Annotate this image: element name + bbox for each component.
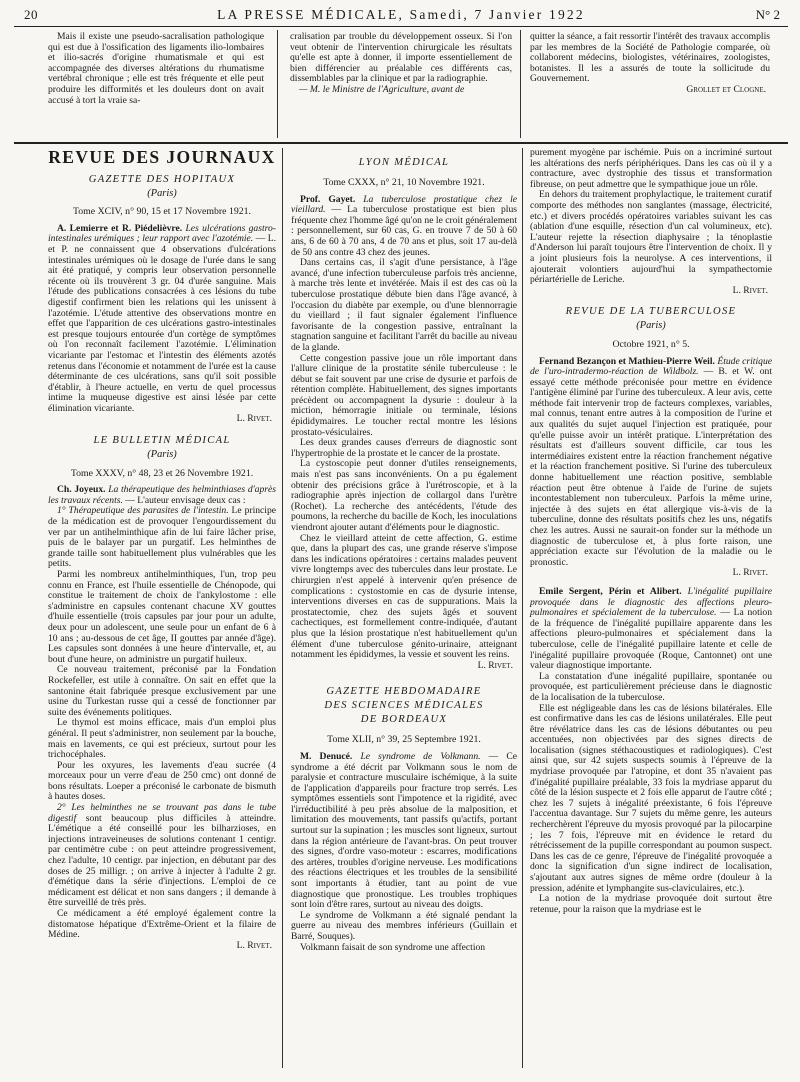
column-a: [48, 147, 277, 951]
journal-name-revue-tuberculose: REVUE DE LA TUBERCULOSE: [565, 306, 737, 318]
column-divider-2: [522, 148, 523, 1068]
signature: L. Rivet.: [732, 567, 768, 579]
journal-name-gazette-hebdomadaire: GAZETTE HEBDOMADAIRE: [326, 686, 482, 698]
journal-tome: Tome XCIV, n° 90, 15 et 17 Novembre 1921.: [72, 206, 251, 218]
header-rule: [14, 26, 788, 27]
article-author: Prof. Gayet.: [300, 193, 356, 205]
article-author: Emile Sergent, Périn et Alibert.: [539, 585, 682, 597]
article-text: — B. et W. ont essayé cette méthode préconisée pour mettre en évidence l'antigène éliminé par l'urine des tuberculeux. A leur avis, cette méthode fait intervenir trop de facteurs complexes, variables, mal connus, tenant entre autres à la composition de l'urine et aux qualités du sujet auquel l'injection est pratiquée, pour qu'elle puisse avoir un intérêt pratique. L'interprétation des résultats est d'ailleurs souvent difficile, car tous les intermédiaires existent entre la réaction franchement négative et la réaction franchement positive. Si l'urine des tuberculeux donne habituellement une réaction positive, semblable réaction peut être obtenue à l'aide de l'urine de sujets incontestablement non tuberculeux. Parfois la même urine, injectée à des sujets en état allergique vis-à-vis de la tuberculine, donne des résultats positifs chez les uns, négatifs chez les autres. Aussi ne saurait-on fonder sur la méthode un diagnostic de tuberculose et, à plus forte raison, une appréciation exacte sur l'évolution de la maladie ou le pronostic.: [530, 366, 772, 568]
journal-city: (Paris): [636, 320, 666, 332]
top-column-2: [290, 32, 512, 96]
paragraph: Ce nouveau traitement, préconisé par la Fondation Rockefeller, est utile à connaître. On sait en effet que la santonine était fabriquée presque exclusivement par une usine du Turkestan russe qui a cessé de fonctionner par suite des événements politiques.: [48, 664, 276, 718]
journal-tome: Octobre 1921, n° 5.: [612, 338, 690, 350]
article-author: M. Denucé.: [300, 750, 353, 762]
article-title: L'inégalité pupillaire provoquée dans le diagnostic des affections pleuro-pulmonaires et spécialement de la tuberculose.: [530, 585, 772, 619]
article-title: La thérapeutique des helminthiases d'après les travaux récents.: [48, 484, 276, 506]
article-sergent: [530, 587, 772, 672]
paragraph: La constatation d'une inégalité pupillaire, spontanée ou provoquée, est particulièrement précieuse dans le diagnostic de la localisation de la tuberculose.: [530, 670, 772, 703]
paragraph: Le thymol est moins efficace, mais d'un emploi plus général. Il peut s'administrer, non seulement par la bouche, mais en lavements, ce qui est précieux, surtout pour les trichocéphales.: [48, 717, 276, 761]
journal-city: (Paris): [147, 187, 177, 199]
paragraph: Dans certains cas, il s'agit d'une persistance, à l'âge avancé, d'une infection tuberculeuse parfois très ancienne, à marche très lente et invétérée. Mais il est des cas où la tuberculose prostatique débute bien dans l'âge avancé, à l'occasion du diabète par exemple, ou d'une blennorragie du vieillard ; il faut signaler également l'influence favorisante de la congestion passive, entraînant la stagnation sanguine et facilitant l'arrêt du bacille au niveau de la glande.: [291, 257, 517, 353]
article-author: A. Lemierre et R. Piédelièvre.: [57, 222, 183, 234]
paragraph: purement myogène par ischémie. Puis on a incriminé surtout les altérations des nerfs périphériques. Dans les cas où il y a contracture, avec dystrophie des tissus et transformation fibreuse, on peut admettre que le sympathique joue un rôle.: [530, 147, 772, 190]
column-c: [530, 148, 772, 915]
paragraph: Les deux grandes causes d'erreurs de diagnostic sont l'hypertrophie de la prostate et le cancer de la prostate.: [291, 437, 517, 459]
article-title: Étude critique de l'uro-intradermo-réaction de Wildbolz.: [530, 355, 772, 378]
issue-number: N° 2: [755, 7, 780, 22]
journal-name-line-2: DES SCIENCES MÉDICALES: [324, 700, 484, 712]
journal-city: (Paris): [147, 449, 177, 461]
section-rule: [14, 142, 788, 144]
paragraph: [48, 506, 276, 570]
top-column-1: [48, 32, 264, 106]
article-intro: — L'auteur envisage deux cas :: [125, 494, 246, 506]
top-col2-last: — M. le Ministre de l'Agriculture, avant de: [299, 83, 465, 95]
paragraph: Le syndrome de Volkmann a été signalé pendant la guerre au niveau des membres inférieurs (Guillain et Barré, Souques).: [291, 909, 517, 942]
journal-name-lyon-medical: LYON MÉDICAL: [358, 157, 450, 168]
paragraph-label: 2° Les helminthes ne se trouvant pas dans le tube digestif: [48, 802, 276, 824]
journal-title: LA PRESSE MÉDICALE, Samedi, 7 Janvier 1922: [217, 7, 585, 22]
article-denuce: [291, 752, 517, 911]
top-col3-text: quitter la séance, a fait ressortir l'intérêt des travaux accomplis par les membres de la Société de Pathologie comparée, où collaborent médecins, biologistes, vétérinaires, zoologistes, botanistes. Il les a assurés de toute la sollicitude du Gouvernement.: [530, 31, 770, 85]
article-gayet: [291, 195, 517, 259]
article-bezancon: [530, 357, 772, 569]
journal-name-bulletin-medical: LE BULLETIN MÉDICAL: [93, 435, 231, 447]
section-title: REVUE DES JOURNAUX: [48, 147, 276, 167]
signature: L. Rivet.: [236, 413, 272, 425]
paragraph-label: 1° Thérapeutique des parasites de l'intestin.: [57, 505, 229, 517]
journal-name-line-3: DE BORDEAUX: [360, 714, 448, 726]
paragraph: La notion de la mydriase provoquée doit surtout être retenue, pour la raison que la mydriase est le: [530, 893, 772, 915]
paragraph-text: Le principe de la médication est de provoquer l'engourdissement du ver par un antihelminthique afin de lui faire lâcher prise, puis de le balayer par un purgatif. Les helminthes de grande taille sont habituellement plus vulnérables que les petits.: [48, 505, 277, 570]
article-author: Fernand Bezançon et Mathieu-Pierre Weil.: [539, 355, 715, 367]
paragraph: Ce médicament a été employé également contre la distomatose hépatique d'Extrême-Orient et la filaire de Médine.: [48, 908, 276, 941]
running-header: [14, 5, 788, 25]
paragraph: Elle est négligeable dans les cas de lésions bilatérales. Elle est confirmative dans les cas de lésions unilatérales. Elle peut être révélatrice dans les cas de lésions débutantes ou peu accentuées, non objectivées par des signes directs de localisation (signes stéthacoustiques et radiologiques). C'est ainsi que, sur 42 sujets suspects soumis à l'épreuve de la mydriase provoquée par l'atropine, et dont 35 n'avaient pas d'inégalité pupillaire préalable, 33 fois la mydriase apparut du côté de la lésion suspecte et 2 fois elle apparut de l'autre côté ; chez les 7 sujets à inégalité préexistante, 6 fois l'épreuve l'accentua davantage. Sur 7 sujets du même genre, les auteurs recherchèrent l'épreuve du myosis provoqué par la pilocarpine ; les 7 fois, l'épreuve mit en évidence le retard du rétrécissement de la pupille correspondant au poumon suspect. Dans les cas de ce genre, l'épreuve de l'inégalité provoquée a donc la signification d'un signe indirect de localisation, s'ajoutant aux autres signes de même ordre (douleur à la pression, adénite et lymphangite sus-claviculaires, etc.).: [530, 702, 772, 894]
top-col2-text: cralisation par trouble du développement osseux. Si l'on veut obtenir de l'intervention chirurgicale les résultats qu'elle est apte à donner, il importe essentiellement de bien différencier au préalable ces différents cas, dissemblables par la clinique et par la radiographie.: [290, 31, 512, 85]
paragraph: En dehors du traitement prophylactique, le traitement curatif comporte des méthodes non sanglantes (massage, électricité, etc.) et divers procédés opératoires variables suivant les cas (ablation d'une esquille, résection d'un cal volumineux, etc). L'auteur rejette la résection diaphysaire ; la ténoplastie d'Anderson lui paraît toujours être l'intervention de choix. Il y a joint plusieurs fois la neurolyse. A ces interventions, il ajouterait volontiers aujourd'hui la sympathectomie périartérielle de Leriche.: [530, 189, 772, 286]
article-author: Ch. Joyeux.: [57, 484, 106, 496]
journal-tome: Tome CXXX, n° 21, 10 Novembre 1921.: [323, 177, 485, 188]
top-divider-2: [520, 30, 521, 138]
article-text: — Ce syndrome a été décrit par Volkmann sous le nom de paralysie et contracture musculaire ischémique, à la suite de l'application d'appareils pour fracture trop serrés. Les symptômes essentiels sont l'impotence et la rigidité, avec l'irréductibilité à peu près absolue de la malposition, et limitation des mouvements, tant passifs qu'actifs, portant surtout sur la supination ; les muscles sont ligneux, surtout dans la région antérieure de l'avant-bras. On peut trouver des signes, d'ordre vaso-moteur : escarres, modifications des artères, troubles d'origine nerveuse. Les modifications des réactions électriques et les troubles de la sensibilité sont importants à étudier, tant au point de vue diagnostique que pronostique. Les troubles trophiques sont loin d'être rares, surtout au niveau des doigts.: [291, 750, 518, 911]
article-joyeux: [48, 485, 276, 506]
article-title: La tuberculose prostatique chez le vieillard.: [291, 193, 517, 216]
article-text: — La tuberculose prostatique est bien plus fréquente chez l'homme âgé qu'on ne le croit généralement : personnellement, sur 60 cas, G. en trouve 7 de 50 à 60 ans, 6 de 60 à 70 ans, 4 de 70 ans et plus, soit 17 au-delà de 50 ans contre 43 chez des jeunes.: [291, 204, 517, 258]
top-column-3: [530, 32, 770, 96]
journal-name-gazette-hopitaux: GAZETTE DES HOPITAUX: [88, 173, 236, 185]
column-b: [291, 150, 517, 953]
paragraph: [48, 803, 276, 909]
signature: L. Rivet.: [477, 659, 513, 671]
article-text: — La notion de la fréquence de l'inégalité pupillaire apparente dans les affections pleuro-pulmonaires et spécialement dans la tuberculose, celle de l'inégalité pupillaire latente et celle de l'inégalité pupillaire provoquée (Roque, Cantonnet) ont une valeur diagnostique importante.: [530, 607, 772, 672]
journal-tome: Tome XLII, n° 39, 25 Septembre 1921.: [327, 734, 481, 746]
article-text: — L. et P. ne connaissent que 4 observations d'ulcérations intestinales urémiques où le dosage de l'urée dans le sang ait été pratiqué, y compris leur observation personnelle récente où ils trouvèrent 3 gr. 04 d'urée sanguine. Mais l'étude des publications consacrées à ces lésions du tube digestif confirment bien les relations qui les unissent à l'azotémie. L'étude attentive des observations montre en effet que l'apparition de ces ulcérations gastro-intestinales est presque toujours entourée d'un cortège de symptômes où l'on reconnaît facilement l'azotémie. L'élimination vicariante par l'estomac et l'intestin des éléments azotés retenus dans l'économie et notamment de l'urée est la cause déterminante de ces ulcérations, sans qu'il soit possible d'établir, à l'heure actuelle, en vertu de quel processus intime la muqueuse digestive est ainsi lésée par cette élimination vicariante.: [48, 233, 276, 414]
column-divider-1: [282, 148, 283, 1068]
top-col1-text: Mais il existe une pseudo-sacralisation pathologique qui est due à l'ossification des ligaments ilio-lombaires et ilio-sacrés d'origine rhumatismale et qui est accompagnée des diverses altérations du rhumatisme vertébral chronique ; elle est très fréquente et elle peut produire les difformités et les douleurs dont on avait accusé à tort la vraie sa-: [48, 31, 264, 106]
top-col3-signature: Grollet et Clogne.: [686, 83, 766, 95]
paragraph: Pour les oxyures, les lavements d'eau sucrée (4 morceaux pour un verre d'eau de 250 cmc) ont donné de bons résultats. Loeper a préconisé le carbonate de bismuth à hautes doses.: [48, 759, 276, 803]
top-divider-1: [277, 30, 278, 138]
paragraph: La cystoscopie peut donner d'utiles renseignements, mais n'est pas sans inconvénients. On a pu également obtenir des précisions grâce à l'urétroscopie, et à la radiographie après injection de collargol dans l'urètre (Rochet). La recherche des antécédents, l'étude des poumons, la recherche du bacille de Koch, les inoculations viendront ajouter autant d'éléments pour le diagnostic.: [291, 458, 517, 533]
paragraph: Volkmann faisait de son syndrome une affection: [300, 941, 486, 953]
article-lemierre: [48, 224, 276, 415]
article-title: Les ulcérations gastro-intestinales urémiques ; leur rapport avec l'azotémie.: [48, 222, 276, 245]
paragraph: Parmi les nombreux antihelminthiques, l'un, trop peu connu en France, est l'huile essentielle de Chénopode, qui constitue le traitement de choix de l'ankylostome : elle s'administre en capsules contenant chacune XV gouttes d'huile essentielle (trois capsules par jour pour un adulte, deux pour un adolescent, une seule pour un enfant de 6 à 10 ans ; au-dessous de cet âge, II gouttes par année d'âge). Les capsules sont données à une heure d'intervalle, et, au bout d'une heure, on administre un purgatif huileux.: [48, 569, 276, 665]
page-number: 20: [24, 7, 38, 22]
paragraph: Cette congestion passive joue un rôle important dans l'allure clinique de la prostatite sénile tuberculeuse : le début se fait souvent par une crise de dysurie et parfois de rétention complète. Habituellement, des signes importants précèdent ou accompagnent la dysurie : douleur à la miction, hémorragie initiale ou terminale, lésions épididymaires. Le toucher rectal montre les lésions prostato-vésiculaires.: [291, 352, 517, 438]
paragraph-text: sont beaucoup plus difficiles à atteindre. L'émétique a été conseillé pour les bilharzioses, en injections intraveineuses de solutions contenant 1 centigr. par centimètre cube : on peut atteindre progressivement, chez l'adulte, 10 centigr. par injection, en débutant par des doses de 25 milligr. ; on arrive à injecter à l'adulte 2 gr. d'émétique dans la série d'injections. L'emploi de ce médicament est délicat et non sans dangers ; il demande à être surveillé de très près.: [48, 812, 276, 909]
signature: L. Rivet.: [732, 284, 768, 296]
journal-tome: Tome XXXV, n° 48, 23 et 26 Novembre 1921.: [70, 467, 254, 479]
signature: L. Rivet.: [236, 939, 272, 951]
article-title: Le syndrome de Volkmann.: [360, 750, 481, 762]
paragraph: Chez le vieillard atteint de cette affection, G. estime que, dans la plupart des cas, une grande réserve s'impose dans les indications opératoires : certains malades peuvent vivre longtemps avec des tubercules dans leur prostate. Le chirurgien n'est appelé à intervenir qu'en présence de complications : cystostomie en cas de dysurie intense, interventions diverses en cas de suppurations. Mais la prostatectomie, chez des sujets âgés et souvent cachectiques, est formellement contre-indiquée, d'autant plus que la lésion prostatique n'est habituellement qu'un élément d'une tuberculose génito-urinaire, atteignant notamment les épididymes, la vessie et souvent les reins.: [291, 532, 517, 661]
